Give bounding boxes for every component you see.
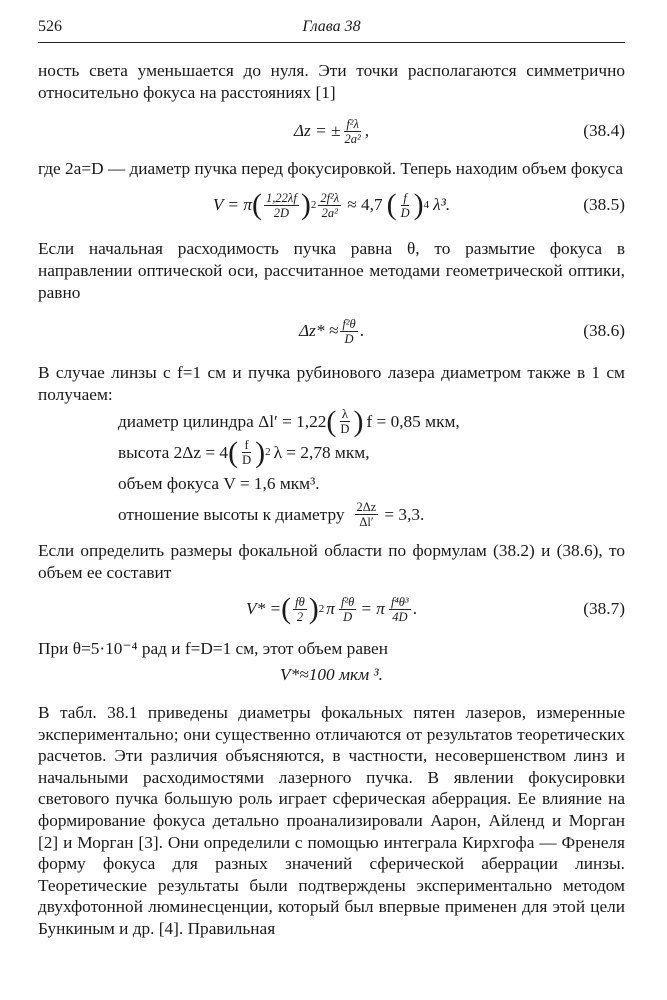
- calc-r4-den: Δl′: [359, 515, 374, 529]
- eq384-tail: ,: [364, 121, 370, 140]
- calc-r4-lhs: отношение высоты к диаметру: [118, 505, 345, 524]
- eq387-pi: π: [326, 599, 335, 618]
- calc-row-diameter: диаметр цилиндра Δl′ = 1,22 ( $\frac{\lambda}{D}$ ) f = 0,85 мкм,: [118, 404, 460, 438]
- calc-r2-rhs: λ = 2,78 мкм,: [273, 443, 370, 462]
- eq386-tail: .: [359, 321, 365, 340]
- eq385-tail: λ³.: [433, 195, 451, 214]
- calc-row-volume: [118, 468, 625, 499]
- eq385-f3-den: D: [400, 205, 410, 220]
- eq387-f2-num: f²θ: [340, 594, 355, 609]
- eq384-label: (38.4): [583, 121, 625, 140]
- calc-row-height: высота 2Δz = 4 ( $\frac{f}{D}$ ) 2 λ = 2,78 мкм,: [118, 435, 370, 469]
- eq385-f1-num: 1,22λf: [266, 190, 297, 205]
- paragraph-7: В табл. 38.1 приведены диаметры фокальных пятен лазеров, измеренные экспериментально; они существенно отличаются от результатов теоретических расчетов. Эти различия объясняются, в частности, несовершенством линз и начальными расходимостями лазерного пучка. В явлении фокусировки светового пучка большую роль играет сферическая аберрация. Ее влияние на формирование фокуса детально проанализировали Аарон, Айленд и Морган [2] и Морган [3]. Они определили с помощью интеграла Кирхгофа — Френеля форму фокуса для разных значений сферической аберрации линзы. Теоретические результаты были подтверждены экспериментально методом двухфотонной люминесценции, который был впервые применен для этой цели Бункиным и др. [4]. Правильная: [38, 703, 625, 938]
- body-text: [38, 60, 625, 940]
- eq386-numerator: f²θ: [342, 316, 356, 331]
- eq387-label: (38.7): [583, 599, 625, 618]
- calc-r1-num: λ: [341, 407, 348, 421]
- eq387-f3-den: 4D: [392, 609, 408, 624]
- equation-38-7: V* = ( $\frac{f\theta}{2}$ ) 2 π $\frac{\text{f²θ}}{D}$ = π $\frac{\text{f⁴θ³}}{4D}$ . (38.7): [245, 592, 625, 625]
- calc-r1-lhs: диаметр цилиндра Δl′ = 1,22: [118, 412, 327, 431]
- page-number: 526: [38, 18, 62, 35]
- calc-r2-exp: 2: [265, 446, 271, 458]
- paragraph-1: ность света уменьшается до нуля. Эти точки располагаются симметрично относительно фокуса на расстояниях [1]: [38, 61, 625, 102]
- eq386-lhs: Δz* ≈: [298, 321, 339, 340]
- equation-volume: [38, 662, 625, 688]
- eq386-label: (38.6): [583, 321, 625, 340]
- calc-r1-rhs: f = 0,85 мкм,: [366, 412, 460, 431]
- calc-r2-num: f: [244, 438, 249, 452]
- eq385-f2-num: 2f²λ: [320, 190, 340, 205]
- eq385-f1-den: 2D: [273, 205, 290, 220]
- eq384-denominator: 2a²: [344, 131, 361, 146]
- eq387-f1-den: 2: [296, 609, 304, 624]
- eq385-f2-den: 2a²: [321, 205, 338, 220]
- calc-r4-num: 2Δz: [356, 500, 377, 514]
- eq384-lhs: Δz = ±: [293, 121, 341, 140]
- paragraph-2: где 2a=D — диаметр пучка перед фокусировкой. Теперь находим объем фокуса: [38, 159, 624, 178]
- eq387-f1-num: fθ: [295, 594, 305, 609]
- paragraph-4: В случае линзы с f=1 см и пучка рубинового лазера диаметром также в 1 см получаем:: [38, 363, 625, 404]
- eq385-exp4: 4: [423, 199, 430, 211]
- eq387-exp2: 2: [318, 603, 325, 615]
- eq385-lhs: V = π: [212, 195, 253, 214]
- equation-38-6: [38, 308, 625, 354]
- eq387-tail: .: [412, 599, 418, 618]
- eq384-numerator: f²λ: [346, 116, 359, 131]
- eq385-exp2: 2: [310, 199, 317, 211]
- eq386-denominator: D: [344, 331, 354, 346]
- running-header: [38, 16, 625, 43]
- chapter-title: Глава 38: [302, 18, 361, 35]
- eq385-approx: ≈ 4,7: [347, 195, 383, 214]
- calc-r4-rhs: = 3,3.: [384, 505, 425, 524]
- calc-r3: объем фокуса V = 1,6 мкм³.: [118, 474, 320, 493]
- equation-38-4: [38, 108, 625, 154]
- eq-volume-value: V*≈100 мкм ³.: [280, 665, 383, 684]
- eq387-eqpi: = π: [360, 599, 385, 618]
- paragraph-5: Если определить размеры фокальной области по формулам (38.2) и (38.6), то объем ее составит: [38, 541, 625, 582]
- calc-r2-den: D: [242, 453, 252, 467]
- calculation-list: [118, 406, 625, 530]
- eq385-label: (38.5): [583, 195, 625, 214]
- eq387-f2-den: D: [343, 609, 353, 624]
- equation-38-5: V = π ( $\frac{1,22\lambda f}{2D}$ ) 2 $\frac{\text{2f²λ}}{\text{2a²}}$ ≈ 4,7 ( $\frac{f}{D}$ ) 4 λ³. (38.5): [212, 188, 625, 221]
- eq387-lhs: V* =: [245, 599, 282, 618]
- calc-r1-den: D: [340, 422, 350, 436]
- paragraph-6: При θ=5·10⁻⁴ рад и f=D=1 см, этот объем равен: [38, 639, 388, 658]
- eq385-f3-num: f: [403, 190, 407, 205]
- calc-row-ratio: [118, 499, 625, 530]
- calc-r2-lhs: высота 2Δz = 4: [118, 443, 229, 462]
- eq384-fraction: [343, 117, 363, 146]
- eq387-f3-num: f⁴θ³: [390, 594, 409, 609]
- paragraph-3: Если начальная расходимость пучка равна θ, то размытие фокуса в направлении оптической оси, рассчитанное методами геометрической оптики, равно: [38, 239, 625, 302]
